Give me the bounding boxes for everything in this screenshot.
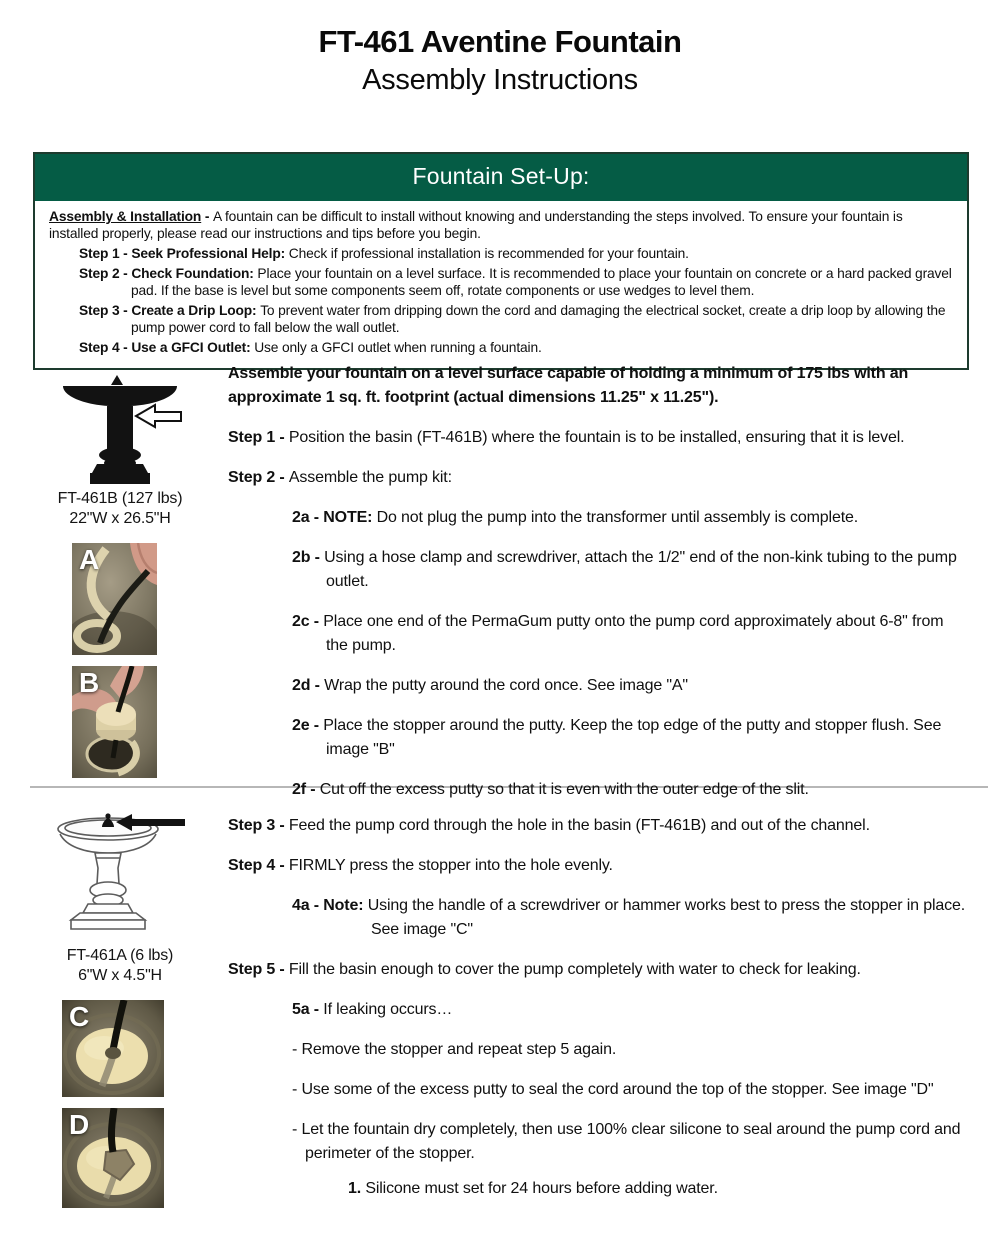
step-1-label: Step 1 - (228, 429, 289, 446)
step-3-text: Feed the pump cord through the hole in the basin (FT-461B) and out of the channel. (288, 817, 870, 834)
setup-step-1-label: Step 1 - (79, 246, 132, 261)
setup-step-4 (79, 339, 955, 356)
step-2-label: Step 2 - (228, 469, 289, 486)
basin-figure-caption (30, 489, 210, 529)
setup-step-2-text: Place your fountain on a level surface. It is recommended to place your fountain on concrete or a hard packed gravel pad. If the base is level but some components seem off, rotate components or use wedges to level them. (131, 266, 952, 298)
photo-d-label: D (69, 1109, 90, 1140)
setup-box-body (35, 201, 967, 368)
substep-2d (292, 674, 968, 698)
step-3-label: Step 3 - (228, 817, 289, 834)
substep-2b-label: 2b - (292, 549, 325, 566)
setup-step-1 (79, 245, 955, 262)
basin-caption-line2: 22"W x 26.5"H (69, 510, 171, 527)
setup-step-4-bold: Use a GFCI Outlet: (131, 340, 255, 355)
setup-step-3-label: Step 3 - (79, 303, 132, 318)
silicone-note-number: 1. (348, 1180, 366, 1197)
fountain-setup-box (33, 152, 969, 370)
plinth-top (71, 913, 145, 920)
substep-2c (292, 610, 968, 658)
pump-cord (111, 1108, 114, 1152)
setup-intro-paragraph (49, 208, 955, 242)
step-5-label: Step 5 - (228, 961, 289, 978)
substep-2d-text: Wrap the putty around the cord once. See image "A" (324, 677, 688, 694)
substep-2e (292, 714, 968, 762)
photo-a (72, 543, 157, 655)
setup-step-2-bold: Check Foundation: (131, 266, 258, 281)
substep-2a (292, 506, 968, 530)
substep-2b (292, 546, 968, 594)
finial-line-figure (50, 808, 187, 942)
page-title: FT-461 Aventine Fountain (318, 24, 682, 59)
step-2 (228, 466, 968, 490)
instructions-section-2 (228, 798, 968, 1201)
substep-2c-label: 2c - (292, 613, 324, 630)
substep-4a-text: Using the handle of a screwdriver or hammer works best to press the stopper in place. See image "C" (367, 897, 966, 938)
section1-intro: Assemble your fountain on a level surface capable of holding a minimum of 175 lbs with an approximate 1 sq. ft. footprint (actual dimensions 11.25" x 11.25"). (228, 365, 909, 406)
step-4 (228, 854, 968, 878)
setup-step-4-text: Use only a GFCI outlet when running a fountain. (254, 340, 542, 355)
step-3 (228, 814, 968, 838)
substep-4a (292, 894, 968, 942)
substep-2a-label: 2a - NOTE: (292, 509, 377, 526)
instructions-section-1 (228, 362, 968, 813)
photo-a-label: A (79, 544, 100, 575)
finial-caption-line2: 6"W x 4.5"H (78, 967, 162, 984)
substep-2e-label: 2e - (292, 717, 324, 734)
page-subtitle: Assembly Instructions (362, 64, 638, 96)
substep-2c-text: Place one end of the PermaGum putty onto the pump cord approximately about 6-8" from the pump. (323, 613, 944, 654)
silicone-note (348, 1177, 968, 1201)
bullet-remove-stopper: - Remove the stopper and repeat step 5 again. (292, 1041, 617, 1058)
plinth-base (90, 473, 150, 484)
basin-silhouette-figure (57, 374, 183, 486)
finial-figure-caption (30, 946, 210, 986)
step-4-label: Step 4 - (228, 857, 289, 874)
finial-spike (111, 375, 123, 385)
photo-c (62, 1000, 164, 1097)
finial-caption-line1: FT-461A (6 lbs) (66, 947, 174, 964)
substep-5a (292, 998, 968, 1022)
substep-5a-label: 5a - (292, 1001, 324, 1018)
setup-step-1-bold: Seek Professional Help: (131, 246, 289, 261)
setup-step-2-label: Step 2 - (79, 266, 132, 281)
substep-2e-text: Place the stopper around the putty. Keep the top edge of the putty and stopper flush. See image "B" (323, 717, 942, 758)
step-5 (228, 958, 968, 982)
step-5-text: Fill the basin enough to cover the pump completely with water to check for leaking. (288, 961, 861, 978)
substep-5a-text: If leaking occurs… (323, 1001, 453, 1018)
step-1 (228, 426, 968, 450)
setup-intro-label: Assembly & Installation (49, 209, 202, 224)
photo-c-label: C (69, 1001, 90, 1032)
setup-step-3-text: To prevent water from dripping down the cord and damaging the electrical socket, create a drip loop by allowing the pump power cord to fall below the wall outlet. (131, 303, 946, 335)
setup-step-2 (79, 265, 955, 299)
basin-caption-line1: FT-461B (127 lbs) (57, 490, 183, 507)
left-arrow-icon (136, 405, 181, 427)
setup-step-3-bold: Create a Drip Loop: (131, 303, 261, 318)
setup-step-3 (79, 302, 955, 336)
substep-2f-label: 2f - (292, 781, 320, 798)
substep-2d-label: 2d - (292, 677, 325, 694)
step-2-text: Assemble the pump kit: (288, 469, 452, 486)
plinth-front (71, 920, 145, 929)
basin-silhouette-drawing (57, 374, 183, 486)
bullet-use-putty: - Use some of the excess putty to seal the cord around the top of the stopper. See image "D" (292, 1081, 934, 1098)
silicone-note-text: Silicone must set for 24 hours before adding water. (365, 1180, 718, 1197)
finial-line-drawing (50, 808, 187, 942)
setup-step-4-label: Step 4 - (79, 340, 132, 355)
setup-step-1-text: Check if professional installation is recommended for your fountain. (288, 246, 689, 261)
substep-2f-text: Cut off the excess putty so that it is even with the outer edge of the slit. (319, 781, 809, 798)
setup-box-header: Fountain Set-Up: (35, 154, 967, 201)
setup-intro-dash: - (201, 209, 214, 224)
photo-b-label: B (79, 667, 100, 698)
bowl-shape (63, 386, 177, 406)
photo-d (62, 1108, 164, 1208)
step-1-text: Position the basin (FT-461B) where the fountain is to be installed, ensuring that it is level. (288, 429, 905, 446)
substep-4a-label: 4a - Note: (292, 897, 368, 914)
stopper (96, 702, 136, 726)
photo-b (72, 666, 157, 778)
bullet-silicone-seal: - Let the fountain dry completely, then use 100% clear silicone to seal around the pump cord and perimeter of the stopper. (292, 1121, 961, 1162)
step-4-text: FIRMLY press the stopper into the hole evenly. (288, 857, 613, 874)
substep-2a-text: Do not plug the pump into the transformer until assembly is complete. (376, 509, 859, 526)
substep-2b-text: Using a hose clamp and screwdriver, attach the 1/2" end of the non-kink tubing to the pump outlet. (324, 549, 957, 590)
setup-intro-text: A fountain can be difficult to install without knowing and understanding the steps involved. To ensure your fountain is installed properly, please read our instructions and tips before you begin. (49, 209, 903, 241)
pedestal-column (107, 406, 133, 453)
